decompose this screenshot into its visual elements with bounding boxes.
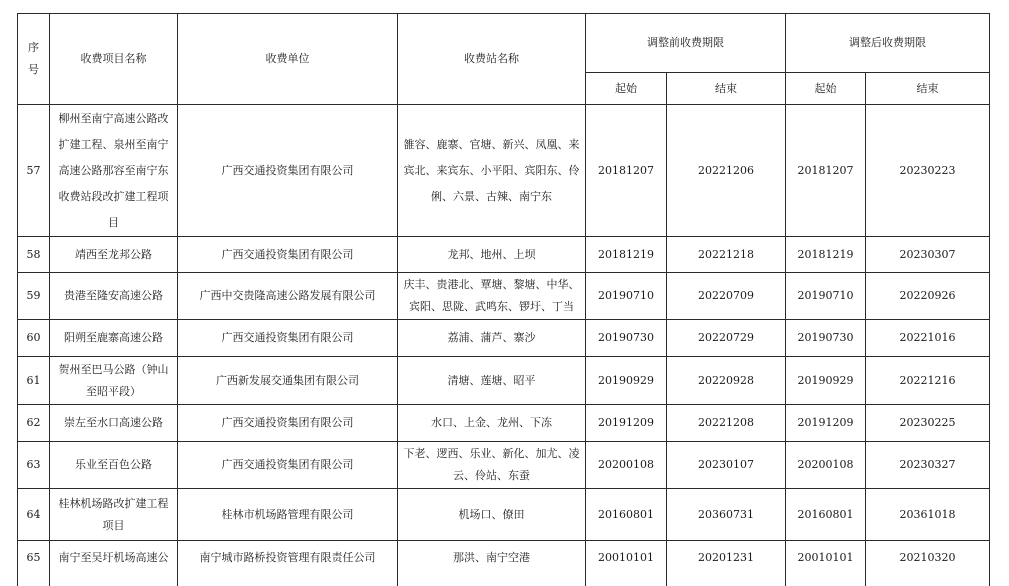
row-stations: 下老、逻西、乐业、新化、加尤、凌云、伶站、东蚕 — [403, 447, 580, 482]
row-unit: 广西交通投资集团有限公司 — [221, 331, 354, 344]
row-unit: 广西交通投资集团有限公司 — [221, 416, 354, 429]
row-project: 贺州至巴马公路（钟山至昭平段） — [58, 362, 169, 398]
row-after-end: 20230307 — [899, 247, 956, 261]
row-before-end: 20220928 — [698, 373, 754, 387]
row-before-start: 20181219 — [598, 247, 654, 261]
row-stations: 雒容、鹿寨、官塘、新兴、凤凰、来宾北、来宾东、小平阳、宾阳东、伶俐、六景、古辣、南宁东 — [403, 137, 580, 203]
row-stations: 庆丰、贵港北、覃塘、黎塘、中华、宾阳、思陇、武鸣东、锣圩、丁当 — [403, 278, 580, 313]
row-before-start: 20181207 — [598, 163, 654, 177]
row-seq: 63 — [26, 458, 41, 471]
row-before-end: 20201231 — [698, 551, 754, 564]
row-unit: 南宁城市路桥投资管理有限责任公司 — [199, 551, 376, 564]
row-before-start: 20191209 — [598, 416, 654, 429]
row-after-end: 20210320 — [899, 551, 956, 564]
table-border-right — [989, 13, 990, 586]
row-unit: 广西交通投资集团有限公司 — [221, 458, 354, 471]
row-before-end: 20221206 — [698, 163, 754, 177]
row-before-end: 20360731 — [698, 507, 754, 521]
row-seq: 59 — [26, 289, 41, 302]
row-stations: 清塘、莲塘、昭平 — [447, 373, 536, 387]
row-project: 崇左至水口高速公路 — [64, 416, 163, 429]
row-before-start: 20190730 — [598, 331, 654, 344]
row-after-end: 20220926 — [899, 289, 956, 302]
row-after-start: 20190710 — [797, 289, 854, 302]
row-project: 阳朔至鹿寨高速公路 — [64, 331, 163, 344]
header-stations: 收费站名称 — [464, 52, 519, 65]
row-project: 桂林机场路改扩建工程项目 — [58, 496, 169, 532]
row-stations: 荔浦、蒲芦、寨沙 — [447, 331, 536, 344]
row-seq: 62 — [26, 416, 41, 429]
row-after-end: 20230223 — [899, 163, 956, 177]
header-before-start: 起始 — [615, 81, 637, 95]
header-after-start: 起始 — [814, 81, 837, 95]
row-after-end: 20221016 — [899, 331, 956, 344]
row-after-end: 20221216 — [899, 373, 956, 387]
row-unit: 广西交通投资集团有限公司 — [221, 247, 354, 261]
row-unit: 广西新发展交通集团有限公司 — [216, 373, 359, 387]
row-after-start: 20181219 — [797, 247, 854, 261]
header-after-period: 调整后收费期限 — [849, 36, 926, 49]
row-seq: 58 — [26, 247, 41, 261]
header-project: 收费项目名称 — [80, 52, 147, 65]
row-stations: 龙邦、地州、上坝 — [447, 247, 536, 261]
row-before-start: 20010101 — [598, 551, 654, 564]
row-project: 南宁至吴圩机场高速公 — [58, 551, 169, 564]
row-before-end: 20220729 — [698, 331, 754, 344]
row-before-end: 20221218 — [698, 247, 754, 261]
row-before-end: 20220709 — [698, 289, 754, 302]
row-before-start: 20200108 — [598, 458, 654, 471]
row-after-start: 20160801 — [797, 507, 854, 521]
row-unit: 广西交通投资集团有限公司 — [221, 163, 354, 177]
row-after-end: 20230225 — [899, 416, 956, 429]
row-after-start: 20190929 — [797, 373, 854, 387]
header-after-end: 结束 — [916, 81, 939, 95]
header-before-end: 结束 — [715, 81, 737, 95]
row-after-start: 20200108 — [797, 458, 854, 471]
row-seq: 64 — [26, 507, 41, 521]
row-stations: 机场口、僚田 — [458, 507, 525, 521]
row-project: 乐业至百色公路 — [75, 458, 152, 471]
row-project: 贵港至隆安高速公路 — [64, 289, 163, 302]
row-project: 柳州至南宁高速公路改扩建工程、泉州至南宁高速公路那容至南宁东收费站段改扩建工程项目 — [58, 111, 169, 229]
row-after-start: 20190730 — [797, 331, 854, 344]
row-unit: 桂林市机场路管理有限公司 — [221, 507, 354, 521]
header-before-period: 调整前收费期限 — [647, 36, 724, 49]
row-before-start: 20160801 — [598, 507, 654, 521]
row-after-start: 20181207 — [797, 163, 854, 177]
row-after-start: 20010101 — [797, 551, 854, 564]
row-stations: 水口、上金、龙州、下冻 — [431, 416, 552, 429]
row-stations: 那洪、南宁空港 — [453, 551, 530, 564]
row-seq: 60 — [26, 331, 41, 344]
row-seq: 61 — [26, 373, 41, 387]
row-project: 靖西至龙邦公路 — [75, 247, 152, 261]
row-seq: 65 — [26, 551, 41, 564]
header-seq: 序号 — [28, 41, 39, 76]
row-before-end: 20221208 — [698, 416, 754, 429]
row-after-end: 20361018 — [899, 507, 956, 521]
row-before-end: 20230107 — [698, 458, 754, 471]
row-unit: 广西中交贵隆高速公路发展有限公司 — [199, 289, 376, 302]
row-before-start: 20190929 — [598, 373, 654, 387]
header-unit: 收费单位 — [265, 52, 310, 65]
row-after-end: 20230327 — [899, 458, 956, 471]
row-seq: 57 — [26, 163, 41, 177]
row-after-start: 20191209 — [797, 416, 854, 429]
row-before-start: 20190710 — [598, 289, 654, 302]
